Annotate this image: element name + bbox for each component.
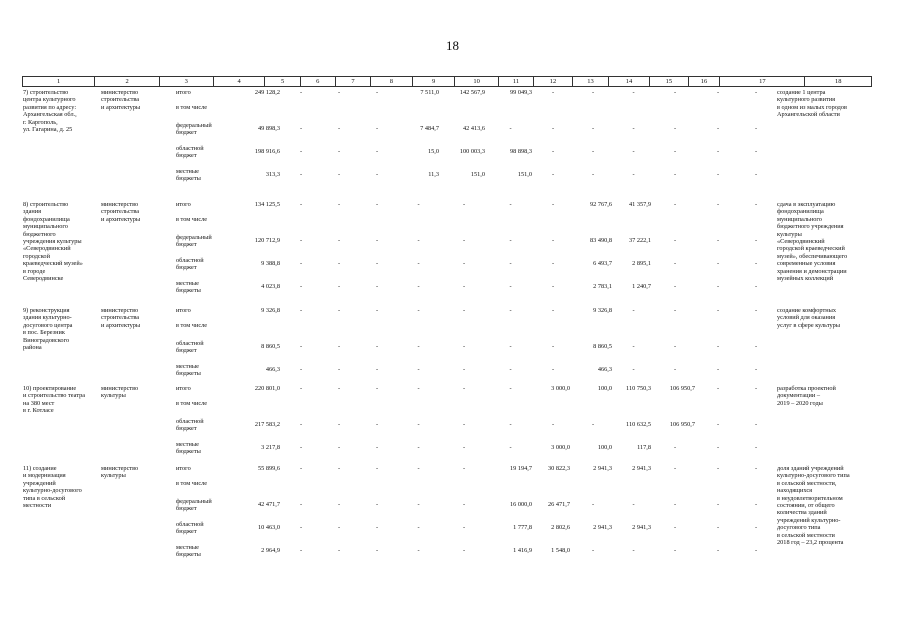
amount-cell: 106 950,7	[669, 385, 695, 392]
amount-cell: 42 413,6	[462, 125, 485, 132]
amount-cell: 10 463,0	[257, 524, 280, 531]
empty-cell: -	[754, 171, 758, 178]
column-header: 12	[534, 77, 573, 86]
responsible-ministry: министерство строительства и архитектуры	[101, 201, 141, 223]
empty-cell: -	[551, 260, 555, 267]
amount-cell: 2 941,3	[632, 465, 651, 472]
page-number: 18	[446, 38, 459, 53]
empty-cell: -	[632, 343, 635, 350]
empty-cell: -	[716, 125, 720, 132]
empty-cell: -	[417, 260, 420, 267]
empty-cell: -	[337, 421, 341, 428]
empty-cell: -	[337, 524, 341, 531]
empty-cell: -	[754, 501, 758, 508]
column-header: 15	[650, 77, 689, 86]
empty-cell: -	[673, 444, 677, 451]
empty-cell: -	[299, 307, 303, 314]
empty-cell: -	[754, 201, 758, 208]
budget-source-label: в том числе	[176, 480, 208, 487]
empty-cell: -	[462, 444, 466, 451]
amount-cell: 110 750,3	[626, 385, 651, 392]
amount-cell: 99 049,3	[509, 89, 532, 96]
empty-cell: -	[673, 283, 677, 290]
expected-result: разработка проектной документации – 2019 – 2020 годы	[777, 385, 836, 407]
amount-cell: 6 493,7	[593, 260, 612, 267]
empty-cell: -	[299, 465, 303, 472]
empty-cell: -	[716, 465, 720, 472]
table-row	[22, 457, 872, 557]
empty-cell: -	[462, 283, 466, 290]
budget-source-label: итого	[176, 201, 191, 208]
empty-cell: -	[632, 89, 635, 96]
empty-cell: -	[375, 343, 379, 350]
empty-cell: -	[337, 385, 341, 392]
empty-cell: -	[337, 343, 341, 350]
amount-cell: 8 860,5	[261, 343, 280, 350]
budget-source-label: областной бюджет	[176, 145, 204, 160]
table-row	[22, 299, 872, 377]
budget-source-label: итого	[176, 465, 191, 472]
empty-cell: -	[509, 307, 512, 314]
empty-cell: -	[716, 201, 720, 208]
empty-cell: -	[591, 125, 595, 132]
empty-cell: -	[551, 366, 555, 373]
empty-cell: -	[716, 524, 720, 531]
empty-cell: -	[716, 366, 720, 373]
responsible-ministry: министерство культуры	[101, 385, 139, 400]
amount-cell: 151,0	[517, 171, 532, 178]
amount-cell: 8 860,5	[593, 343, 612, 350]
responsible-ministry: министерство строительства и архитектуры	[101, 89, 141, 111]
empty-cell: -	[716, 385, 720, 392]
amount-cell: 7 484,7	[420, 125, 439, 132]
empty-cell: -	[375, 89, 379, 96]
amount-cell: 37 222,1	[628, 237, 651, 244]
amount-cell: 1 416,9	[513, 547, 532, 554]
row-title: 11) создание и модернизация учреждений культурно-досугового типа в сельской местности	[23, 465, 82, 510]
empty-cell: -	[299, 501, 303, 508]
empty-cell: -	[754, 307, 758, 314]
empty-cell: -	[509, 444, 512, 451]
empty-cell: -	[337, 501, 341, 508]
amount-cell: 49 898,3	[257, 125, 280, 132]
column-header: 16	[689, 77, 721, 86]
amount-cell: 151,0	[470, 171, 485, 178]
empty-cell: -	[716, 171, 720, 178]
table-header-row	[22, 76, 872, 87]
empty-cell: -	[716, 501, 720, 508]
amount-cell: 92 767,6	[589, 201, 612, 208]
empty-cell: -	[673, 501, 677, 508]
column-header: 17	[720, 77, 805, 86]
empty-cell: -	[509, 201, 512, 208]
empty-cell: -	[337, 547, 341, 554]
empty-cell: -	[551, 148, 555, 155]
empty-cell: -	[591, 171, 595, 178]
amount-cell: 117,8	[637, 444, 651, 451]
empty-cell: -	[551, 171, 555, 178]
empty-cell: -	[462, 524, 466, 531]
amount-cell: 106 950,7	[669, 421, 695, 428]
column-header: 9	[413, 77, 456, 86]
empty-cell: -	[417, 444, 420, 451]
empty-cell: -	[673, 201, 677, 208]
column-header: 3	[160, 77, 214, 86]
budget-source-label: федеральный бюджет	[176, 234, 212, 249]
row-title: 9) реконструкция здания культурно- досугового центра в пос. Березник Виноградовского района	[23, 307, 73, 352]
empty-cell: -	[509, 125, 512, 132]
empty-cell: -	[299, 171, 303, 178]
empty-cell: -	[299, 524, 303, 531]
empty-cell: -	[337, 171, 341, 178]
empty-cell: -	[509, 366, 512, 373]
empty-cell: -	[673, 89, 677, 96]
budget-source-label: федеральный бюджет	[176, 122, 212, 137]
empty-cell: -	[632, 547, 635, 554]
amount-cell: 1 777,8	[513, 524, 532, 531]
amount-cell: 41 357,9	[628, 201, 651, 208]
budget-source-label: федеральный бюджет	[176, 498, 212, 513]
empty-cell: -	[673, 465, 677, 472]
empty-cell: -	[462, 307, 466, 314]
empty-cell: -	[375, 547, 379, 554]
budget-source-label: в том числе	[176, 104, 208, 111]
empty-cell: -	[754, 366, 758, 373]
empty-cell: -	[716, 421, 720, 428]
empty-cell: -	[591, 501, 595, 508]
empty-cell: -	[462, 421, 466, 428]
column-header: 1	[23, 77, 95, 86]
amount-cell: 3 000,0	[551, 385, 570, 392]
empty-cell: -	[299, 260, 303, 267]
column-header: 10	[455, 77, 499, 86]
empty-cell: -	[462, 366, 466, 373]
empty-cell: -	[417, 366, 420, 373]
empty-cell: -	[417, 385, 420, 392]
amount-cell: 2 895,1	[632, 260, 651, 267]
empty-cell: -	[375, 524, 379, 531]
empty-cell: -	[632, 148, 635, 155]
empty-cell: -	[299, 237, 303, 244]
empty-cell: -	[299, 283, 303, 290]
amount-cell: 100,0	[597, 444, 612, 451]
empty-cell: -	[299, 89, 303, 96]
amount-cell: 11,3	[428, 171, 439, 178]
empty-cell: -	[673, 547, 677, 554]
empty-cell: -	[591, 89, 595, 96]
amount-cell: 217 583,2	[254, 421, 280, 428]
empty-cell: -	[754, 524, 758, 531]
amount-cell: 100,0	[597, 385, 612, 392]
empty-cell: -	[337, 283, 341, 290]
amount-cell: 83 490,8	[589, 237, 612, 244]
empty-cell: -	[673, 171, 677, 178]
amount-cell: 198 916,6	[254, 148, 280, 155]
empty-cell: -	[417, 343, 420, 350]
amount-cell: 9 326,8	[261, 307, 280, 314]
empty-cell: -	[375, 260, 379, 267]
empty-cell: -	[337, 201, 341, 208]
empty-cell: -	[299, 201, 303, 208]
empty-cell: -	[417, 524, 420, 531]
amount-cell: 7 511,0	[420, 89, 439, 96]
empty-cell: -	[716, 237, 720, 244]
empty-cell: -	[716, 444, 720, 451]
empty-cell: -	[462, 343, 466, 350]
expected-result: доля зданий учреждений культурно-досугового типа в сельской местности, находящихся в неудовлетворительном состоянии, от общего количества зданий учреждений культурно- досугового типа в сельской местности 2018 год – 23,2 процента	[777, 465, 850, 547]
empty-cell: -	[375, 171, 379, 178]
amount-cell: 134 125,5	[254, 201, 280, 208]
empty-cell: -	[299, 547, 303, 554]
empty-cell: -	[754, 260, 758, 267]
empty-cell: -	[551, 343, 555, 350]
amount-cell: 3 000,0	[551, 444, 570, 451]
budget-source-label: областной бюджет	[176, 418, 204, 433]
empty-cell: -	[551, 421, 555, 428]
budget-source-label: областной бюджет	[176, 257, 204, 272]
empty-cell: -	[632, 501, 635, 508]
amount-cell: 1 548,0	[551, 547, 570, 554]
empty-cell: -	[417, 465, 420, 472]
empty-cell: -	[716, 260, 720, 267]
empty-cell: -	[716, 547, 720, 554]
empty-cell: -	[754, 148, 758, 155]
amount-cell: 42 471,7	[257, 501, 280, 508]
amount-cell: 30 822,3	[547, 465, 570, 472]
column-header: 2	[95, 77, 160, 86]
empty-cell: -	[509, 343, 512, 350]
empty-cell: -	[299, 343, 303, 350]
responsible-ministry: министерство культуры	[101, 465, 139, 480]
expected-result: создание комфортных условий для оказания услуг в сфере культуры	[777, 307, 841, 329]
amount-cell: 220 801,0	[254, 385, 280, 392]
empty-cell: -	[754, 547, 758, 554]
empty-cell: -	[375, 237, 379, 244]
amount-cell: 98 898,3	[509, 148, 532, 155]
row-title: 10) проектирование и строительство театра на 380 мест в г. Котласе	[23, 385, 86, 415]
empty-cell: -	[551, 125, 555, 132]
budget-source-label: областной бюджет	[176, 340, 204, 355]
column-header: 14	[609, 77, 650, 86]
empty-cell: -	[754, 385, 758, 392]
empty-cell: -	[337, 89, 341, 96]
empty-cell: -	[337, 465, 341, 472]
empty-cell: -	[417, 283, 420, 290]
responsible-ministry: министерство строительства и архитектуры	[101, 307, 141, 329]
budget-source-label: местные бюджеты	[176, 544, 201, 559]
empty-cell: -	[462, 547, 466, 554]
empty-cell: -	[754, 444, 758, 451]
empty-cell: -	[337, 444, 341, 451]
empty-cell: -	[591, 421, 595, 428]
amount-cell: 3 217,8	[261, 444, 280, 451]
empty-cell: -	[509, 260, 512, 267]
budget-source-label: местные бюджеты	[176, 168, 201, 183]
amount-cell: 2 941,3	[632, 524, 651, 531]
empty-cell: -	[509, 421, 512, 428]
empty-cell: -	[417, 201, 420, 208]
empty-cell: -	[673, 237, 677, 244]
empty-cell: -	[632, 366, 635, 373]
budget-source-label: итого	[176, 89, 191, 96]
empty-cell: -	[509, 385, 512, 392]
amount-cell: 2 783,1	[593, 283, 612, 290]
amount-cell: 9 326,8	[593, 307, 612, 314]
empty-cell: -	[337, 125, 341, 132]
amount-cell: 16 000,0	[509, 501, 532, 508]
empty-cell: -	[462, 501, 466, 508]
empty-cell: -	[417, 501, 420, 508]
empty-cell: -	[337, 366, 341, 373]
budget-source-label: в том числе	[176, 400, 208, 407]
empty-cell: -	[299, 444, 303, 451]
column-header: 11	[499, 77, 534, 86]
budget-source-label: итого	[176, 385, 191, 392]
empty-cell: -	[551, 89, 555, 96]
amount-cell: 313,3	[265, 171, 280, 178]
amount-cell: 249 128,2	[254, 89, 280, 96]
budget-source-label: местные бюджеты	[176, 363, 201, 378]
empty-cell: -	[375, 307, 379, 314]
amount-cell: 120 712,9	[254, 237, 280, 244]
budget-source-label: в том числе	[176, 322, 208, 329]
empty-cell: -	[716, 283, 720, 290]
empty-cell: -	[632, 171, 635, 178]
empty-cell: -	[299, 366, 303, 373]
empty-cell: -	[673, 307, 677, 314]
amount-cell: 2 941,3	[593, 465, 612, 472]
empty-cell: -	[754, 283, 758, 290]
expected-result: создание 1 центра культурного развития в одном из малых городов Архангельской области	[777, 89, 848, 119]
empty-cell: -	[375, 444, 379, 451]
empty-cell: -	[754, 421, 758, 428]
column-header: 8	[371, 77, 413, 86]
amount-cell: 2 802,6	[551, 524, 570, 531]
table-body	[22, 87, 872, 557]
amount-cell: 142 567,9	[459, 89, 485, 96]
column-header: 6	[301, 77, 336, 86]
empty-cell: -	[754, 125, 758, 132]
empty-cell: -	[337, 237, 341, 244]
empty-cell: -	[673, 524, 677, 531]
empty-cell: -	[673, 260, 677, 267]
empty-cell: -	[551, 307, 555, 314]
amount-cell: 1 240,7	[632, 283, 651, 290]
empty-cell: -	[337, 148, 341, 155]
amount-cell: 2 964,9	[261, 547, 280, 554]
column-header: 7	[336, 77, 371, 86]
empty-cell: -	[375, 125, 379, 132]
empty-cell: -	[673, 148, 677, 155]
empty-cell: -	[417, 421, 420, 428]
amount-cell: 26 471,7	[547, 501, 570, 508]
amount-cell: 466,3	[265, 366, 280, 373]
empty-cell: -	[754, 343, 758, 350]
column-header: 18	[834, 78, 842, 85]
budget-source-label: местные бюджеты	[176, 280, 201, 295]
empty-cell: -	[632, 125, 635, 132]
empty-cell: -	[754, 465, 758, 472]
empty-cell: -	[462, 237, 466, 244]
empty-cell: -	[299, 148, 303, 155]
amount-cell: 55 899,6	[257, 465, 280, 472]
empty-cell: -	[673, 366, 677, 373]
amount-cell: 9 388,8	[261, 260, 280, 267]
amount-cell: 4 023,8	[261, 283, 280, 290]
row-title: 8) строительство здания фондохранилища муниципального бюджетного учреждения культуры «Северодвинский городской краеведческий музей» в городе Северодвинске	[23, 201, 83, 283]
empty-cell: -	[375, 501, 379, 508]
amount-cell: 110 632,5	[626, 421, 651, 428]
table-row	[22, 193, 872, 299]
budget-source-label: местные бюджеты	[176, 441, 201, 456]
empty-cell: -	[417, 547, 420, 554]
empty-cell: -	[591, 148, 595, 155]
empty-cell: -	[375, 201, 379, 208]
empty-cell: -	[673, 125, 677, 132]
empty-cell: -	[417, 307, 420, 314]
empty-cell: -	[509, 237, 512, 244]
empty-cell: -	[462, 385, 466, 392]
empty-cell: -	[337, 307, 341, 314]
amount-cell: 19 194,7	[509, 465, 532, 472]
empty-cell: -	[591, 547, 595, 554]
row-title: 7) строительство центра культурного развития по адресу: Архангельская обл., г. Каргополь, ул. Гагарина, д. 25	[23, 89, 77, 134]
empty-cell: -	[337, 260, 341, 267]
empty-cell: -	[509, 283, 512, 290]
column-header: 5	[265, 77, 300, 86]
empty-cell: -	[462, 465, 466, 472]
empty-cell: -	[299, 385, 303, 392]
budget-source-label: областной бюджет	[176, 521, 204, 536]
empty-cell: -	[673, 343, 677, 350]
empty-cell: -	[375, 283, 379, 290]
empty-cell: -	[375, 385, 379, 392]
amount-cell: 100 003,3	[459, 148, 485, 155]
column-header: 13	[573, 77, 609, 86]
empty-cell: -	[417, 237, 420, 244]
empty-cell: -	[632, 307, 635, 314]
budget-source-label: в том числе	[176, 216, 208, 223]
empty-cell: -	[375, 465, 379, 472]
empty-cell: -	[375, 421, 379, 428]
column-header: 4	[214, 77, 266, 86]
empty-cell: -	[716, 89, 720, 96]
amount-cell: 466,3	[597, 366, 612, 373]
table-row	[22, 87, 872, 193]
empty-cell: -	[551, 237, 555, 244]
table-row	[22, 377, 872, 457]
empty-cell: -	[551, 201, 555, 208]
amount-cell: 15,0	[427, 148, 439, 155]
empty-cell: -	[716, 148, 720, 155]
empty-cell: -	[375, 366, 379, 373]
empty-cell: -	[462, 260, 466, 267]
empty-cell: -	[375, 148, 379, 155]
amount-cell: 2 941,3	[593, 524, 612, 531]
empty-cell: -	[551, 283, 555, 290]
empty-cell: -	[299, 125, 303, 132]
budget-source-label: итого	[176, 307, 191, 314]
empty-cell: -	[716, 307, 720, 314]
empty-cell: -	[462, 201, 466, 208]
expected-result: сдача в эксплуатацию фондохранилища муниципального бюджетного учреждения культуры «Северодвинский городской краеведческий музей», обеспечивающего современные условия хранения и демонстрации музейных коллекций	[777, 201, 848, 283]
budget-table	[22, 76, 872, 557]
empty-cell: -	[716, 343, 720, 350]
empty-cell: -	[754, 237, 758, 244]
empty-cell: -	[299, 421, 303, 428]
empty-cell: -	[754, 89, 758, 96]
